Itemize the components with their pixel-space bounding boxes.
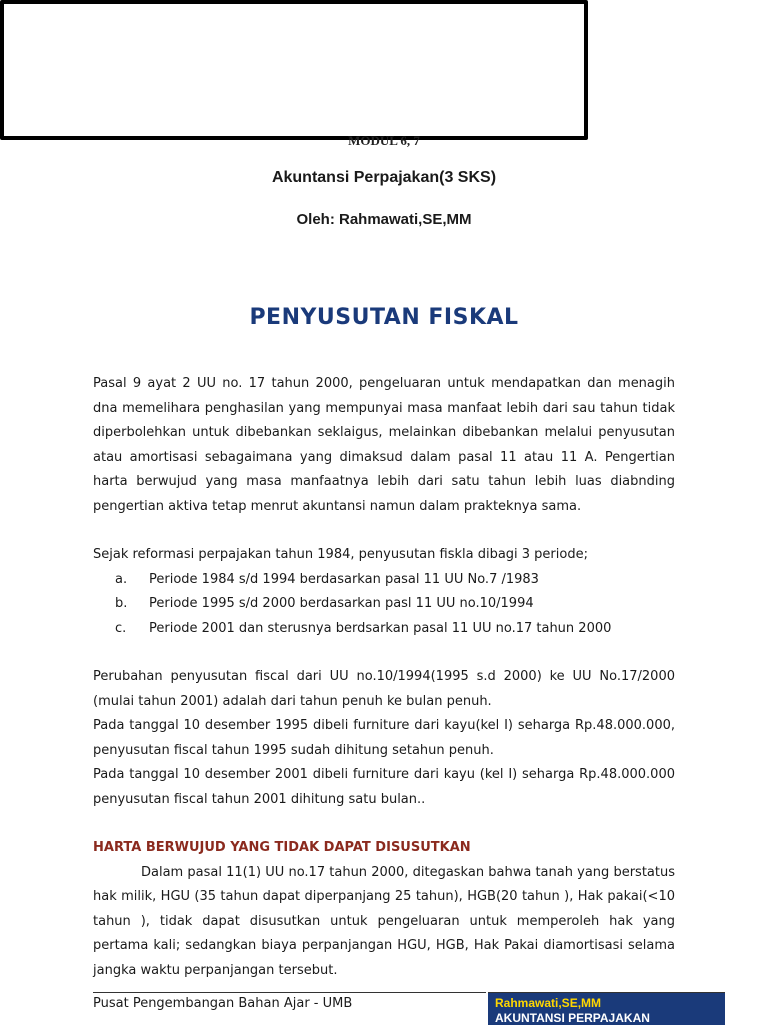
section-heading: HARTA BERWUJUD YANG TIDAK DAPAT DISUSUTKAN	[93, 840, 471, 855]
footer-author-box	[488, 992, 725, 1025]
course-title: Akuntansi Perpajakan(3 SKS)	[271, 169, 497, 186]
paragraph-definition: Pasal 9 ayat 2 UU no. 17 tahun 2000, pengeluaran untuk mendapatkan dan menagih dna memelihara penghasilan yang mempunyai masa manfaat lebih dari sau tahun tidak diperbolehkan untuk dibebankan seklaigus, melainkan dibebankan melalui penyusutan atau amortisasi sebagaimana yang dimaksud dalam pasal 11 atau 11 A. Pengertian harta berwujud yang masa manfaatnya lebih dari satu tahun lebih luas diabnding pengertian aktiva tetap menrut akuntansi namun dalam prakteknya sama.	[93, 376, 675, 514]
list-text: Periode 2001 dan sterusnya berdsarkan pasal 11 UU no.17 tahun 2000	[149, 620, 612, 636]
paragraph-change: Perubahan penyusutan fiscal dari UU no.10/1994(1995 s.d 2000) ke UU No.17/2000 (mulai tahun 2001) adalah dari tahun penuh ke bulan penuh.	[93, 669, 675, 709]
paragraph-non-depreciable: Dalam pasal 11(1) UU no.17 tahun 2000, ditegaskan bahwa tanah yang berstatus hak milik, HGU (35 tahun dapat diperpanjang 25 tahun), HGB(20 tahun ), Hak pakai(<10 tahun ), tidak dapat disusutkan untuk pengeluaran untuk memperoleh hak yang pertama kali; sedangkan biaya perpanjangan HGU, HGB, Hak Pakai diamortisasi selama jangka waktu perpanjangan tersebut.	[93, 864, 675, 978]
paragraph-example-2001: Pada tanggal 10 desember 2001 dibeli furniture dari kayu (kel I) seharga Rp.48.000.000 penyusutan fiscal tahun 2001 dihitung satu bulan..	[93, 767, 675, 807]
period-list	[93, 568, 675, 642]
paragraph-example-1995: Pada tanggal 10 desember 1995 dibeli furniture dari kayu(kel I) seharga Rp.48.000.000, penyusutan fiscal tahun 1995 sudah dihitung setahun penuh.	[93, 718, 675, 758]
paragraph-periods-intro: Sejak reformasi perpajakan tahun 1984, penyusutan fiskla dibagi 3 periode;	[93, 547, 588, 562]
list-text: Periode 1995 s/d 2000 berdasarkan pasl 11 UU no.10/1994	[149, 596, 534, 611]
author-line: Oleh: Rahmawati,SE,MM	[296, 211, 472, 228]
document-body	[93, 372, 675, 983]
module-label: MODUL 6, 7	[348, 133, 420, 148]
list-text: Periode 1984 s/d 1994 berdasarkan pasal 11 UU No.7 /1983	[149, 571, 539, 587]
list-item	[93, 592, 675, 617]
list-item	[93, 568, 675, 593]
list-letter: b.	[115, 596, 128, 611]
redacted-header-box	[0, 0, 588, 140]
footer-course-name: AKUNTANSI PERPAJAKAN	[495, 1011, 650, 1025]
footer-divider	[93, 992, 486, 993]
list-letter: c.	[115, 620, 127, 636]
footer-publisher: Pusat Pengembangan Bahan Ajar - UMB	[93, 996, 353, 1011]
list-item	[93, 617, 675, 642]
chapter-title: PENYUSUTAN FISKAL	[249, 305, 519, 330]
footer-author-name: Rahmawati,SE,MM	[495, 996, 602, 1010]
list-letter: a.	[115, 571, 128, 587]
